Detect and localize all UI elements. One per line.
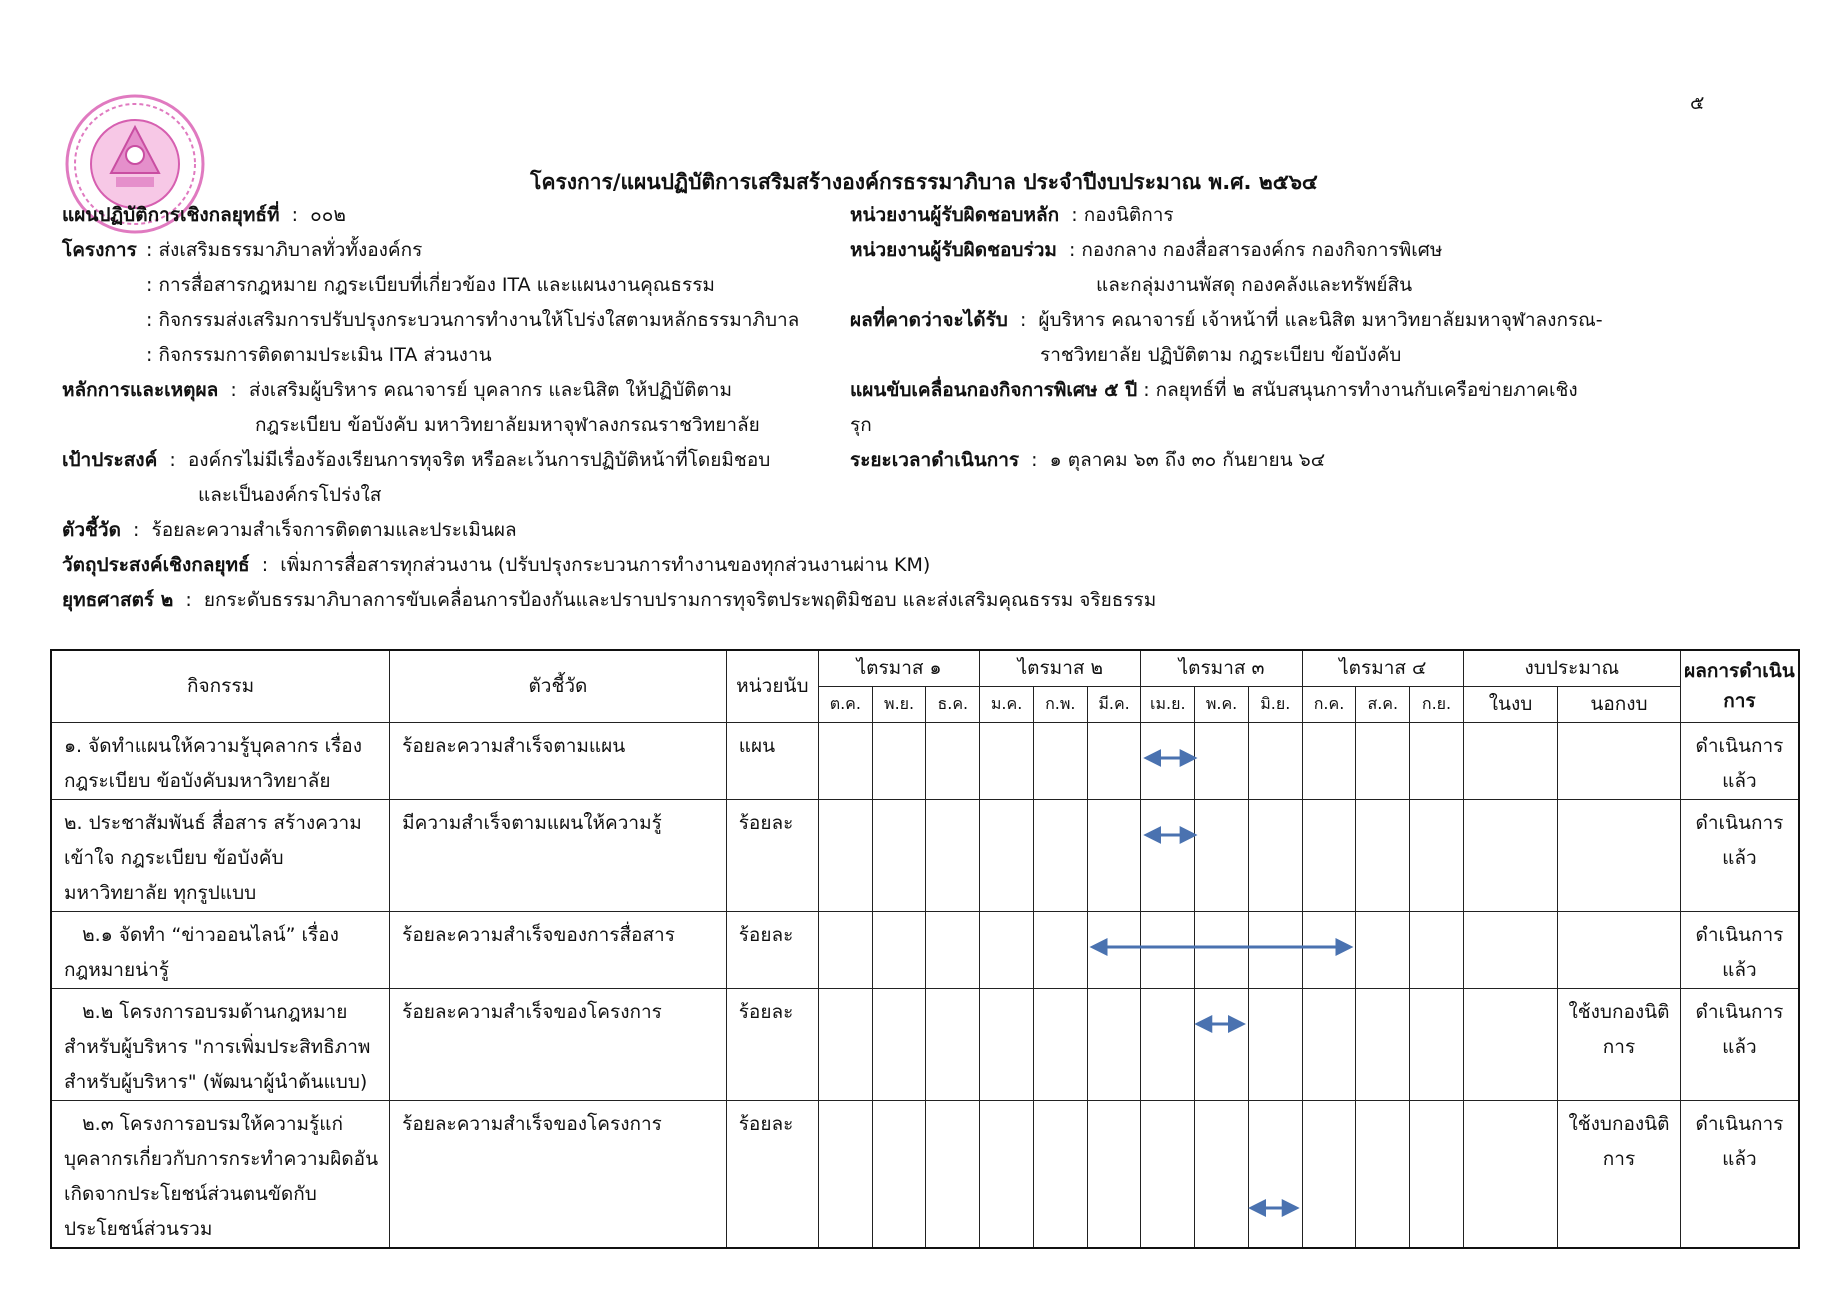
month-cell — [818, 1100, 872, 1248]
main-unit-label: หน่วยงานผู้รับผิดชอบหลัก — [850, 204, 1060, 226]
activity-cell: ๒.๓ โครงการอบรมให้ความรู้แก่บุคลากรเกี่ยวกับการกระทำความผิดอันเกิดจากประโยชน์ส่วนตนขัดกับประโยชน์ส่วนรวม — [64, 1112, 379, 1240]
month-cell — [1248, 988, 1302, 1100]
activity-cell: ๑. จัดทำแผนให้ความรู้บุคลากร เรื่องกฎระเบียบ ข้อบังคับมหาวิทยาลัย — [64, 734, 362, 792]
month-cell — [872, 1100, 926, 1248]
unit-cell: ร้อยละ — [738, 811, 794, 834]
rationale-text: กฎระเบียบ ข้อบังคับ มหาวิทยาลัยมหาจุฬาลงกรณราชวิทยาลัย — [255, 414, 760, 436]
month-cell — [1141, 722, 1195, 799]
period-label: ระยะเวลาดำเนินการ — [850, 449, 1020, 471]
month-cell — [1302, 911, 1356, 988]
header-month: ก.พ. — [1033, 686, 1087, 722]
strategy-label: ยุทธศาสตร์ ๒ — [62, 589, 174, 611]
page-title: โครงการ/แผนปฏิบัติการเสริมสร้างองค์กรธรรมาภิบาล ประจำปีงบประมาณ พ.ศ. ๒๕๖๔ — [530, 170, 1318, 194]
header-month: ก.ย. — [1410, 686, 1464, 722]
month-cell — [1033, 799, 1087, 911]
header-quarter-2: ไตรมาส ๒ — [980, 650, 1141, 686]
month-cell — [1195, 911, 1249, 988]
month-cell — [1141, 799, 1195, 911]
header-month: พ.ย. — [872, 686, 926, 722]
month-cell — [980, 722, 1034, 799]
month-cell — [1302, 1100, 1356, 1248]
result-cell: ดำเนินการแล้ว — [1695, 923, 1784, 981]
main-unit-value: กองนิติการ — [1083, 204, 1174, 226]
month-cell — [1356, 1100, 1410, 1248]
indicator-cell: มีความสำเร็จตามแผนให้ความรู้ — [402, 811, 662, 834]
drive-plan-text: : กลยุทธ์ที่ ๒ สนับสนุนการทำงานกับเครือข่ายภาคเชิง — [1143, 379, 1578, 401]
indicator-cell: ร้อยละความสำเร็จของโครงการ — [402, 1112, 662, 1135]
month-cell — [980, 1100, 1034, 1248]
project-line: : การสื่อสารกฎหมาย กฎระเบียบที่เกี่ยวข้อง ITA และแผนงานคุณธรรม — [146, 274, 715, 296]
month-cell — [1410, 988, 1464, 1100]
header-month: ต.ค. — [818, 686, 872, 722]
month-cell — [1248, 722, 1302, 799]
main-unit-line: หน่วยงานผู้รับผิดชอบหลัก : กองนิติการ — [850, 204, 1174, 226]
out-budget-cell — [1558, 723, 1680, 729]
in-budget-cell — [1464, 723, 1557, 729]
month-cell — [926, 988, 980, 1100]
result-cell: ดำเนินการแล้ว — [1695, 811, 1784, 869]
month-cell — [818, 722, 872, 799]
month-cell — [926, 911, 980, 988]
month-cell — [818, 911, 872, 988]
table-row — [51, 1100, 1799, 1248]
activity-cell: ๒. ประชาสัมพันธ์ สื่อสาร สร้างความเข้าใจ กฎระเบียบ ข้อบังคับมหาวิทยาลัย ทุกรูปแบบ — [64, 811, 362, 904]
month-cell — [1087, 1100, 1141, 1248]
header-month: ม.ค. — [980, 686, 1034, 722]
month-cell — [872, 722, 926, 799]
header-quarter-3: ไตรมาส ๓ — [1141, 650, 1302, 686]
plan-value: ๐๐๒ — [310, 204, 346, 226]
month-cell — [1033, 988, 1087, 1100]
month-cell — [926, 1100, 980, 1248]
month-cell — [1195, 799, 1249, 911]
month-cell — [872, 799, 926, 911]
month-cell — [1087, 988, 1141, 1100]
period-value: ๑ ตุลาคม ๖๓ ถึง ๓๐ กันยายน ๖๔ — [1049, 449, 1326, 471]
table-row — [51, 799, 1799, 911]
expected-label: ผลที่คาดว่าจะได้รับ — [850, 309, 1008, 331]
in-budget-cell — [1464, 912, 1557, 918]
out-budget-cell — [1558, 912, 1680, 918]
drive-plan-line — [850, 373, 1603, 408]
month-cell — [980, 799, 1034, 911]
plan-label: แผนปฏิบัติการเชิงกลยุทธ์ที่ — [62, 204, 280, 226]
month-cell — [1087, 799, 1141, 911]
month-cell — [1195, 988, 1249, 1100]
month-cell — [1087, 911, 1141, 988]
month-cell — [926, 722, 980, 799]
month-cell — [1195, 722, 1249, 799]
table-row — [51, 722, 1799, 799]
month-cell — [1302, 722, 1356, 799]
month-cell — [1248, 1100, 1302, 1248]
header-month: ก.ค. — [1302, 686, 1356, 722]
indicator-cell: ร้อยละความสำเร็จของโครงการ — [402, 1000, 662, 1023]
header-month: มิ.ย. — [1248, 686, 1302, 722]
month-cell — [1141, 1100, 1195, 1248]
month-cell — [1248, 799, 1302, 911]
activity-cell: ๒.๑ จัดทำ “ข่าวออนไลน์” เรื่องกฎหมายน่ารู้ — [64, 923, 339, 981]
indicator-value: ร้อยละความสำเร็จการติดตามและประเมินผล — [151, 519, 517, 541]
out-budget-cell: ใช้งบกองนิติการ — [1568, 1112, 1670, 1170]
project-line: : กิจกรรมการติดตามประเมิน ITA ส่วนงาน — [146, 344, 492, 366]
unit-cell: ร้อยละ — [738, 1112, 794, 1135]
month-cell — [980, 911, 1034, 988]
month-cell — [1195, 1100, 1249, 1248]
drive-plan-label: แผนขับเคลื่อนกองกิจการพิเศษ ๕ ปี — [850, 379, 1138, 401]
drive-plan-text: รุก — [850, 414, 872, 436]
month-cell — [1141, 988, 1195, 1100]
month-cell — [872, 911, 926, 988]
action-plan-table — [50, 649, 1800, 1249]
month-cell — [1356, 722, 1410, 799]
indicator-line: ตัวชี้วัด : ร้อยละความสำเร็จการติดตามและประเมินผล — [62, 519, 517, 541]
header-unit: หน่วยนับ — [726, 650, 818, 722]
expected-text: ราชวิทยาลัย ปฏิบัติตาม กฎระเบียบ ข้อบังคับ — [1040, 344, 1402, 366]
project-line: : ส่งเสริมธรรมาภิบาลทั่วทั้งองค์กร — [146, 239, 423, 261]
month-cell — [1410, 722, 1464, 799]
plan-line: แผนปฏิบัติการเชิงกลยุทธ์ที่ : ๐๐๒ — [62, 204, 346, 226]
out-budget-cell — [1558, 800, 1680, 806]
month-cell — [1410, 1100, 1464, 1248]
month-cell — [1356, 988, 1410, 1100]
strategic-objective-line: วัตถุประสงค์เชิงกลยุทธ์ : เพิ่มการสื่อสารทุกส่วนงาน (ปรับปรุงกระบวนการทำงานของทุกส่วนงานผ่าน KM) — [62, 554, 931, 576]
month-cell — [1033, 911, 1087, 988]
month-cell — [818, 799, 872, 911]
month-cell — [1410, 799, 1464, 911]
activity-cell: ๒.๒ โครงการอบรมด้านกฎหมายสำหรับผู้บริหาร "การเพิ่มประสิทธิภาพสำหรับผู้บริหาร" (พัฒนาผู้นำต้นแบบ) — [64, 1000, 371, 1093]
result-cell: ดำเนินการแล้ว — [1695, 1112, 1784, 1170]
unit-cell: แผน — [738, 734, 776, 757]
strategic-objective-value: เพิ่มการสื่อสารทุกส่วนงาน (ปรับปรุงกระบวนการทำงานของทุกส่วนงานผ่าน KM) — [280, 554, 931, 576]
indicator-cell: ร้อยละความสำเร็จของการสื่อสาร — [402, 923, 675, 946]
month-cell — [1141, 911, 1195, 988]
month-cell — [1356, 911, 1410, 988]
month-cell — [818, 988, 872, 1100]
expected-line: ผลที่คาดว่าจะได้รับ : ผู้บริหาร คณาจารย์ เจ้าหน้าที่ และนิสิต มหาวิทยาลัยมหาจุฬาลงกรณ- — [850, 309, 1603, 331]
month-cell — [1356, 799, 1410, 911]
objective-text: องค์กรไม่มีเรื่องร้องเรียนการทุจริต หรือละเว้นการปฏิบัติหน้าที่โดยมิชอบ — [187, 449, 771, 471]
expected-text: ผู้บริหาร คณาจารย์ เจ้าหน้าที่ และนิสิต มหาวิทยาลัยมหาจุฬาลงกรณ- — [1038, 309, 1603, 331]
project-label: โครงการ — [62, 239, 137, 261]
header-result: ผลการดำเนินการ — [1680, 650, 1799, 722]
header-out-budget: นอกงบ — [1558, 686, 1681, 722]
month-cell — [872, 988, 926, 1100]
strategy-value: ยกระดับธรรมาภิบาลการขับเคลื่อนการป้องกันและปราบปรามการทุจริตประพฤติมิชอบ และส่งเสริมคุณธรรม จริยธรรม — [203, 589, 1157, 611]
co-unit-text: และกลุ่มงานพัสดุ กองคลังและทรัพย์สิน — [1096, 274, 1413, 296]
month-cell — [1302, 988, 1356, 1100]
period-line: ระยะเวลาดำเนินการ : ๑ ตุลาคม ๖๓ ถึง ๓๐ กันยายน ๖๔ — [850, 449, 1326, 471]
month-cell — [1248, 911, 1302, 988]
unit-cell: ร้อยละ — [738, 1000, 794, 1023]
header-quarter-1: ไตรมาส ๑ — [818, 650, 979, 686]
unit-cell: ร้อยละ — [738, 923, 794, 946]
in-budget-cell — [1464, 1101, 1557, 1107]
co-unit-line: หน่วยงานผู้รับผิดชอบร่วม : กองกลาง กองสื่อสารองค์กร กองกิจการพิเศษ — [850, 239, 1443, 261]
rationale-text: ส่งเสริมผู้บริหาร คณาจารย์ บุคลากร และนิสิต ให้ปฏิบัติตาม — [248, 379, 732, 401]
table-row — [51, 911, 1799, 988]
page-number: ๕ — [1690, 92, 1705, 114]
table-row — [51, 988, 1799, 1100]
out-budget-cell: ใช้งบกองนิติการ — [1568, 1000, 1670, 1058]
objective-label: เป้าประสงค์ — [62, 449, 158, 471]
strategy-line: ยุทธศาสตร์ ๒ : ยกระดับธรรมาภิบาลการขับเคลื่อนการป้องกันและปราบปรามการทุจริตประพฤติมิชอบ และส่งเสริมคุณธรรม จริยธรรม — [62, 589, 1157, 611]
header-quarter-4: ไตรมาส ๔ — [1302, 650, 1463, 686]
header-month: พ.ค. — [1195, 686, 1249, 722]
header-month: มี.ค. — [1087, 686, 1141, 722]
result-cell: ดำเนินการแล้ว — [1695, 734, 1784, 792]
month-cell — [1302, 799, 1356, 911]
month-cell — [980, 988, 1034, 1100]
result-cell: ดำเนินการแล้ว — [1695, 1000, 1784, 1058]
project-line: : กิจกรรมส่งเสริมการปรับปรุงกระบวนการทำงานให้โปร่งใสตามหลักธรรมาภิบาล — [146, 309, 800, 331]
indicator-label: ตัวชี้วัด — [62, 519, 121, 541]
month-cell — [1087, 722, 1141, 799]
rationale-label: หลักการและเหตุผล — [62, 379, 219, 401]
strategic-objective-label: วัตถุประสงค์เชิงกลยุทธ์ — [62, 554, 250, 576]
month-cell — [1033, 1100, 1087, 1248]
month-cell — [926, 799, 980, 911]
co-unit-label: หน่วยงานผู้รับผิดชอบร่วม — [850, 239, 1057, 261]
header-in-budget: ในงบ — [1463, 686, 1557, 722]
header-budget: งบประมาณ — [1463, 650, 1680, 686]
in-budget-cell — [1464, 989, 1557, 995]
in-budget-cell — [1464, 800, 1557, 806]
header-activity: กิจกรรม — [51, 650, 390, 722]
rationale-line: หลักการและเหตุผล : ส่งเสริมผู้บริหาร คณาจารย์ บุคลากร และนิสิต ให้ปฏิบัติตาม — [62, 379, 732, 401]
co-unit-text: กองกลาง กองสื่อสารองค์กร กองกิจการพิเศษ — [1081, 239, 1443, 261]
objective-line: เป้าประสงค์ : องค์กรไม่มีเรื่องร้องเรียนการทุจริต หรือละเว้นการปฏิบัติหน้าที่โดยมิชอบ — [62, 449, 771, 471]
header-right — [850, 198, 1603, 478]
header-indicator: ตัวชี้วัด — [390, 650, 727, 722]
header-month: เม.ย. — [1141, 686, 1195, 722]
month-cell — [1410, 911, 1464, 988]
indicator-cell: ร้อยละความสำเร็จตามแผน — [402, 734, 626, 757]
header-month: ธ.ค. — [926, 686, 980, 722]
header-month: ส.ค. — [1356, 686, 1410, 722]
month-cell — [1033, 722, 1087, 799]
objective-text: และเป็นองค์กรโปร่งใส — [198, 484, 382, 506]
